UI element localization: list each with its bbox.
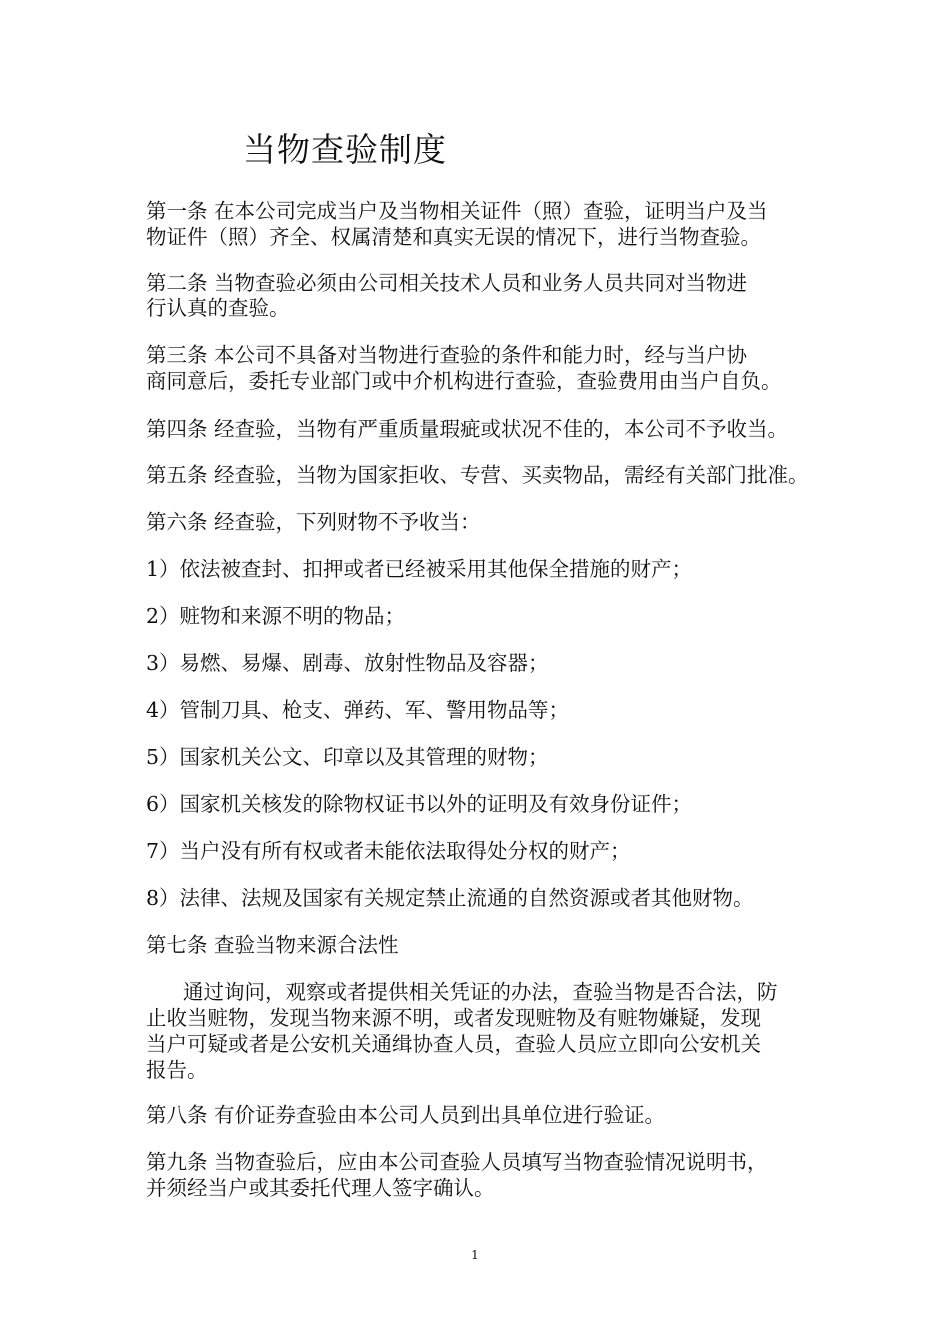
- article-2-line-1: 第二条 当物查验必须由公司相关技术人员和业务人员共同对当物进: [146, 271, 748, 295]
- list-item: 2）赃物和来源不明的物品；: [146, 604, 406, 628]
- article-7-body-line-4: 报告。: [146, 1058, 208, 1082]
- list-item: 6）国家机关核发的除物权证书以外的证明及有效身份证件；: [146, 792, 693, 816]
- article-1-line-2: 物证件（照）齐全、权属清楚和真实无误的情况下，进行当物查验。: [146, 225, 761, 249]
- article-4: 第四条 经查验，当物有严重质量瑕疵或状况不佳的，本公司不予收当。: [146, 417, 789, 441]
- article-6: 第六条 经查验，下列财物不予收当：: [146, 510, 481, 534]
- article-5: 第五条 经查验，当物为国家拒收、专营、买卖物品，需经有关部门批准。: [146, 463, 809, 487]
- document-title: 当物查验制度: [243, 130, 447, 169]
- article-7-body-line-2: 止收当赃物，发现当物来源不明，或者发现赃物及有赃物嫌疑，发现: [146, 1006, 761, 1030]
- list-item: 7）当户没有所有权或者未能依法取得处分权的财产；: [146, 839, 631, 863]
- list-item: 4）管制刀具、枪支、弹药、军、警用物品等；: [146, 698, 570, 722]
- article-3-line-1: 第三条 本公司不具备对当物进行查验的条件和能力时，经与当户协: [146, 343, 748, 367]
- article-2-line-2: 行认真的查验。: [146, 296, 290, 320]
- article-1-line-1: 第一条 在本公司完成当户及当物相关证件（照）查验，证明当户及当: [146, 199, 768, 223]
- article-7-body-line-1: 通过询问，观察或者提供相关凭证的办法，查验当物是否合法，防: [183, 980, 778, 1004]
- list-item: 5）国家机关公文、印章以及其管理的财物；: [146, 745, 549, 769]
- article-3-line-2: 商同意后，委托专业部门或中介机构进行查验，查验费用由当户自负。: [146, 369, 782, 393]
- article-9-line-2: 并须经当户或其委托代理人签字确认。: [146, 1176, 495, 1200]
- article-7-body-line-3: 当户可疑或者是公安机关通缉协查人员，查验人员应立即向公安机关: [146, 1032, 761, 1056]
- list-item: 1）依法被查封、扣押或者已经被采用其他保全措施的财产；: [146, 557, 693, 581]
- list-item: 3）易燃、易爆、剧毒、放射性物品及容器；: [146, 651, 549, 675]
- article-7-heading: 第七条 查验当物来源合法性: [146, 933, 399, 957]
- article-9-line-1: 第九条 当物查验后，应由本公司查验人员填写当物查验情况说明书，: [146, 1150, 768, 1174]
- list-item: 8）法律、法规及国家有关规定禁止流通的自然资源或者其他财物。: [146, 886, 754, 910]
- page-number: 1: [471, 1248, 479, 1262]
- article-8: 第八条 有价证券查验由本公司人员到出具单位进行验证。: [146, 1103, 666, 1127]
